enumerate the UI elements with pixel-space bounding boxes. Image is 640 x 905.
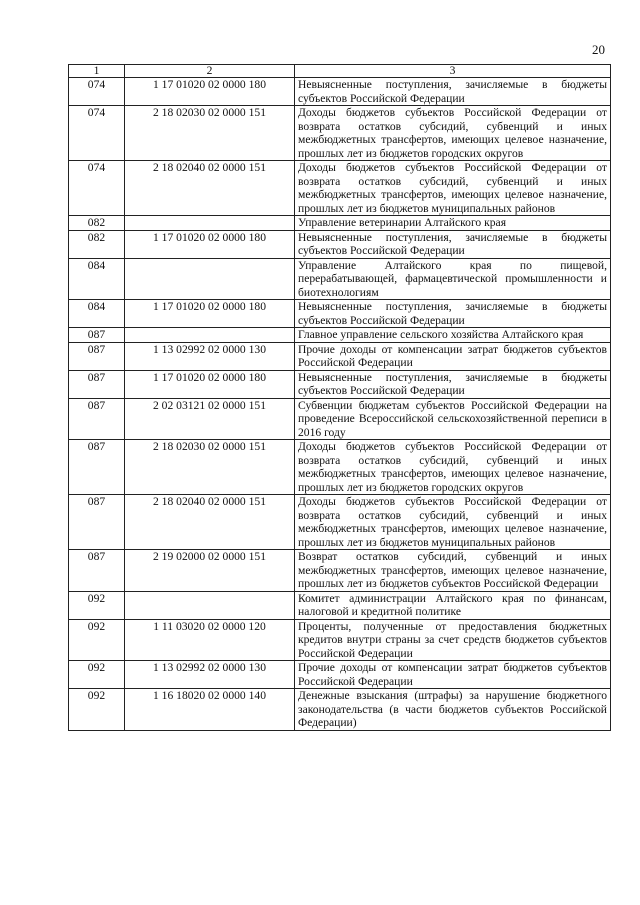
description-cell: Доходы бюджетов субъектов Российской Федерации от возврата остатков субсидий, субвенций и иных межбюджетных трансфертов, имеющих целевое назначение, прошлых лет из бюджетов муниципальных районов [295, 495, 611, 550]
revenue-code-cell: 1 17 01020 02 0000 180 [125, 370, 295, 398]
revenue-code-cell: 2 18 02040 02 0000 151 [125, 161, 295, 216]
revenue-code-cell: 1 13 02992 02 0000 130 [125, 661, 295, 689]
table-row [69, 258, 611, 300]
description-cell: Доходы бюджетов субъектов Российской Федерации от возврата остатков субсидий, субвенций и иных межбюджетных трансфертов, имеющих целевое назначение, прошлых лет из бюджетов городских округов [295, 440, 611, 495]
revenue-code-cell: 1 17 01020 02 0000 180 [125, 300, 295, 328]
table-row [69, 78, 611, 106]
table-row [69, 398, 611, 440]
description-cell: Невыясненные поступления, зачисляемые в бюджеты субъектов Российской Федерации [295, 78, 611, 106]
admin-code-cell: 074 [69, 161, 125, 216]
revenue-code-cell: 1 11 03020 02 0000 120 [125, 619, 295, 661]
table-row [69, 550, 611, 592]
admin-code-cell: 082 [69, 230, 125, 258]
description-cell: Управление Алтайского края по пищевой, перерабатывающей, фармацевтической промышленности и биотехнологиям [295, 258, 611, 300]
table-row [69, 342, 611, 370]
page-number: 20 [592, 42, 605, 57]
admin-code-cell: 074 [69, 106, 125, 161]
description-cell: Невыясненные поступления, зачисляемые в бюджеты субъектов Российской Федерации [295, 370, 611, 398]
admin-code-cell: 087 [69, 398, 125, 440]
revenue-code-cell: 1 16 18020 02 0000 140 [125, 689, 295, 731]
description-cell: Проценты, полученные от предоставления бюджетных кредитов внутри страны за счет средств бюджетов субъектов Российской Федерации [295, 619, 611, 661]
admin-code-cell: 092 [69, 689, 125, 731]
description-cell: Прочие доходы от компенсации затрат бюджетов субъектов Российской Федерации [295, 342, 611, 370]
revenue-code-cell [125, 258, 295, 300]
table-row [69, 495, 611, 550]
column-header-3: 3 [295, 65, 611, 78]
description-cell: Комитет администрации Алтайского края по финансам, налоговой и кредитной политике [295, 591, 611, 619]
description-cell: Субвенции бюджетам субъектов Российской Федерации на проведение Всероссийской сельскохозяйственной переписи в 2016 году [295, 398, 611, 440]
revenue-codes-table [68, 64, 611, 731]
admin-code-cell: 092 [69, 619, 125, 661]
table-row [69, 591, 611, 619]
admin-code-cell: 087 [69, 550, 125, 592]
description-cell: Возврат остатков субсидий, субвенций и иных межбюджетных трансфертов, имеющих целевое назначение, прошлых лет из бюджетов субъектов Российской Федерации [295, 550, 611, 592]
table-row [69, 300, 611, 328]
description-cell: Главное управление сельского хозяйства Алтайского края [295, 328, 611, 343]
revenue-code-cell: 2 18 02030 02 0000 151 [125, 440, 295, 495]
table-body [69, 78, 611, 731]
description-cell: Невыясненные поступления, зачисляемые в бюджеты субъектов Российской Федерации [295, 300, 611, 328]
description-cell: Доходы бюджетов субъектов Российской Федерации от возврата остатков субсидий, субвенций и иных межбюджетных трансфертов, имеющих целевое назначение, прошлых лет из бюджетов городских округов [295, 106, 611, 161]
admin-code-cell: 087 [69, 495, 125, 550]
table-row [69, 106, 611, 161]
revenue-code-cell [125, 591, 295, 619]
column-header-2: 2 [125, 65, 295, 78]
revenue-code-cell: 1 17 01020 02 0000 180 [125, 230, 295, 258]
description-cell: Доходы бюджетов субъектов Российской Федерации от возврата остатков субсидий, субвенций и иных межбюджетных трансфертов, имеющих целевое назначение, прошлых лет из бюджетов муниципальных районов [295, 161, 611, 216]
table-row [69, 661, 611, 689]
revenue-code-cell: 1 13 02992 02 0000 130 [125, 342, 295, 370]
table-row [69, 619, 611, 661]
admin-code-cell: 084 [69, 300, 125, 328]
revenue-code-cell [125, 328, 295, 343]
revenue-code-cell: 1 17 01020 02 0000 180 [125, 78, 295, 106]
admin-code-cell: 092 [69, 661, 125, 689]
revenue-code-cell [125, 216, 295, 231]
column-header-1: 1 [69, 65, 125, 78]
table-row [69, 230, 611, 258]
table-row [69, 328, 611, 343]
admin-code-cell: 082 [69, 216, 125, 231]
admin-code-cell: 087 [69, 370, 125, 398]
revenue-code-cell: 2 18 02030 02 0000 151 [125, 106, 295, 161]
admin-code-cell: 087 [69, 328, 125, 343]
description-cell: Невыясненные поступления, зачисляемые в бюджеты субъектов Российской Федерации [295, 230, 611, 258]
admin-code-cell: 074 [69, 78, 125, 106]
revenue-code-cell: 2 18 02040 02 0000 151 [125, 495, 295, 550]
description-cell: Денежные взыскания (штрафы) за нарушение бюджетного законодательства (в части бюджетов субъектов Российской Федерации) [295, 689, 611, 731]
admin-code-cell: 084 [69, 258, 125, 300]
table-row [69, 216, 611, 231]
admin-code-cell: 092 [69, 591, 125, 619]
revenue-code-cell: 2 19 02000 02 0000 151 [125, 550, 295, 592]
admin-code-cell: 087 [69, 342, 125, 370]
table-row [69, 440, 611, 495]
table-row [69, 689, 611, 731]
table-header-row [69, 65, 611, 78]
table-row [69, 370, 611, 398]
description-cell: Управление ветеринарии Алтайского края [295, 216, 611, 231]
table-row [69, 161, 611, 216]
admin-code-cell: 087 [69, 440, 125, 495]
description-cell: Прочие доходы от компенсации затрат бюджетов субъектов Российской Федерации [295, 661, 611, 689]
revenue-code-cell: 2 02 03121 02 0000 151 [125, 398, 295, 440]
